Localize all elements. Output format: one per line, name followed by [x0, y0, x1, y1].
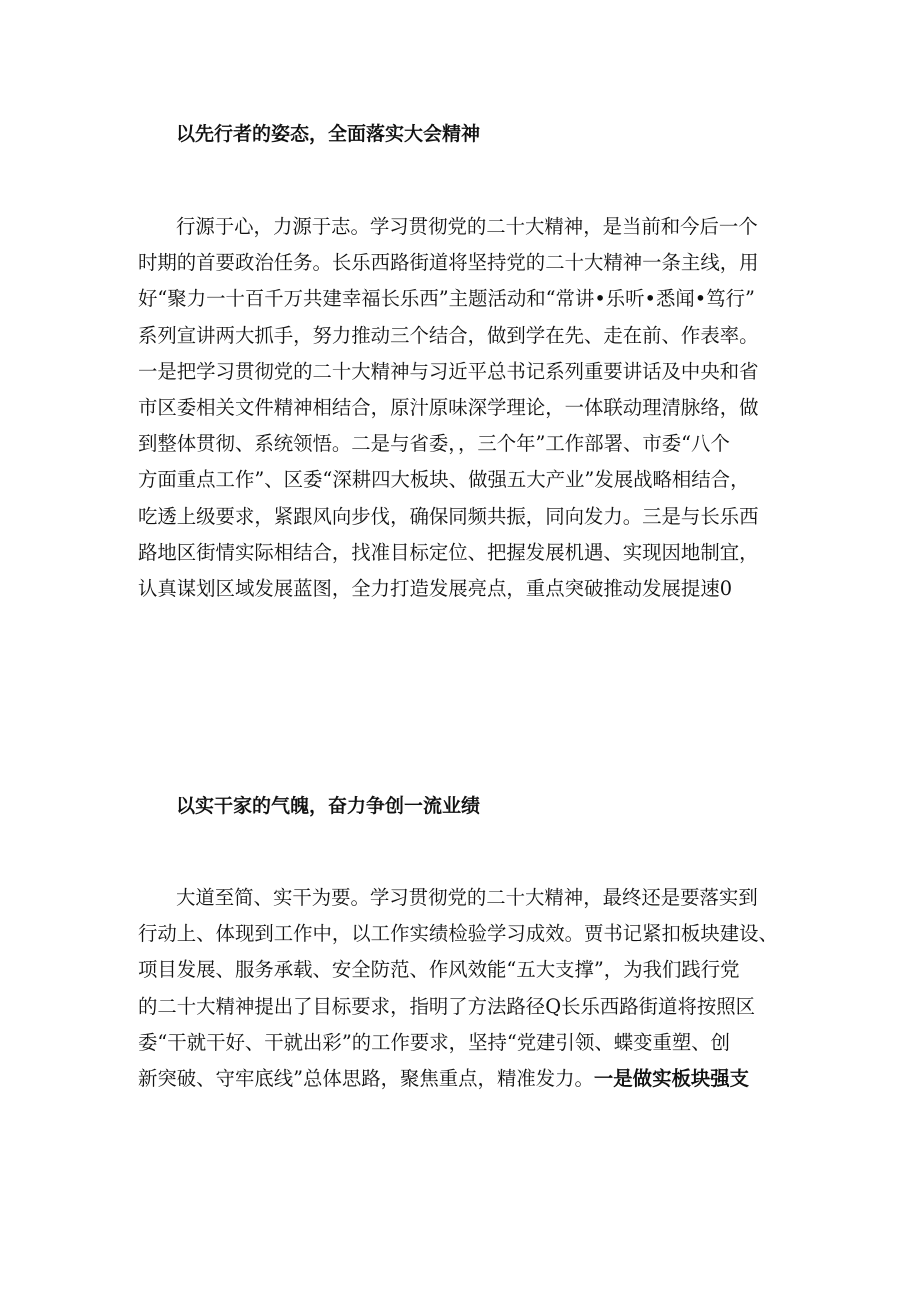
- paragraph-line: 认真谋划区域发展蓝图，全力打造发展亮点，重点突破推动发展提速0: [138, 576, 733, 600]
- paragraph-line: 路地区街情实际相结合，找准目标定位、把握发展机遇、实现因地制宜，: [138, 540, 759, 564]
- paragraph-line: [138, 1061, 798, 1097]
- paragraph-line: 系列宣讲两大抓手，努力推动三个结合，做到学在先、走在前、作表率。: [138, 323, 759, 347]
- paragraph-line: 吃透上级要求，紧跟风向步伐，确保同频共振，同向发力。三是与长乐西: [138, 504, 759, 528]
- paragraph-line: 行动上、体现到工作中，以工作实绩检验学习成效。贾书记紧扣板块建设、: [138, 922, 778, 946]
- paragraph-line-text: 新突破、守牢底线”总体思路，聚焦重点，精准发力。: [138, 1066, 594, 1090]
- paragraph-line: 的二十大精神提出了目标要求，指明了方法路径Q长乐西路街道将按照区: [138, 994, 756, 1018]
- paragraph-line: 一是把学习贯彻党的二十大精神与习近平总书记系列重要讲话及中央和省: [138, 359, 759, 383]
- section-2-heading: 以实干家的气魄，奋力争创一流业绩: [176, 795, 481, 817]
- bold-emphasis-text: 一是做实板块强支: [593, 1066, 750, 1090]
- paragraph-line: 到整体贯彻、系统领悟。二是与省委，，三个年”工作部署、市委“八个: [138, 432, 730, 456]
- paragraph-line: 方面重点工作”、区委“深耕四大板块、做强五大产业”发展战略相结合，: [138, 468, 750, 492]
- paragraph-line: 项目发展、服务承载、安全防范、作风效能“五大支撑”，为我们践行党: [138, 958, 740, 982]
- paragraph-line: 委“干就干好、干就出彩”的工作要求，坚持“党建引领、蝶变重塑、创: [138, 1030, 731, 1054]
- paragraph-line: 市区委相关文件精神相结合，原汁原味深学理论，一体联动理清脉络，做: [138, 395, 759, 419]
- paragraph-line: 行源于心，力源于志。学习贯彻党的二十大精神，是当前和今后一个: [176, 215, 758, 238]
- section-1-heading: 以先行者的姿态，全面落实大会精神: [176, 123, 481, 145]
- paragraph-line: 好“聚力一十百千万共建幸福长乐西”主题活动和“常讲•乐听•悉闻•笃行”: [138, 287, 755, 311]
- section-1-paragraph: [138, 209, 798, 607]
- paragraph-line: 大道至简、实干为要。学习贯彻党的二十大精神，最终还是要落实到: [176, 886, 758, 909]
- section-2-paragraph: [138, 880, 798, 1097]
- paragraph-line: 时期的首要政治任务。长乐西路街道将坚持党的二十大精神一条主线，用: [138, 251, 759, 275]
